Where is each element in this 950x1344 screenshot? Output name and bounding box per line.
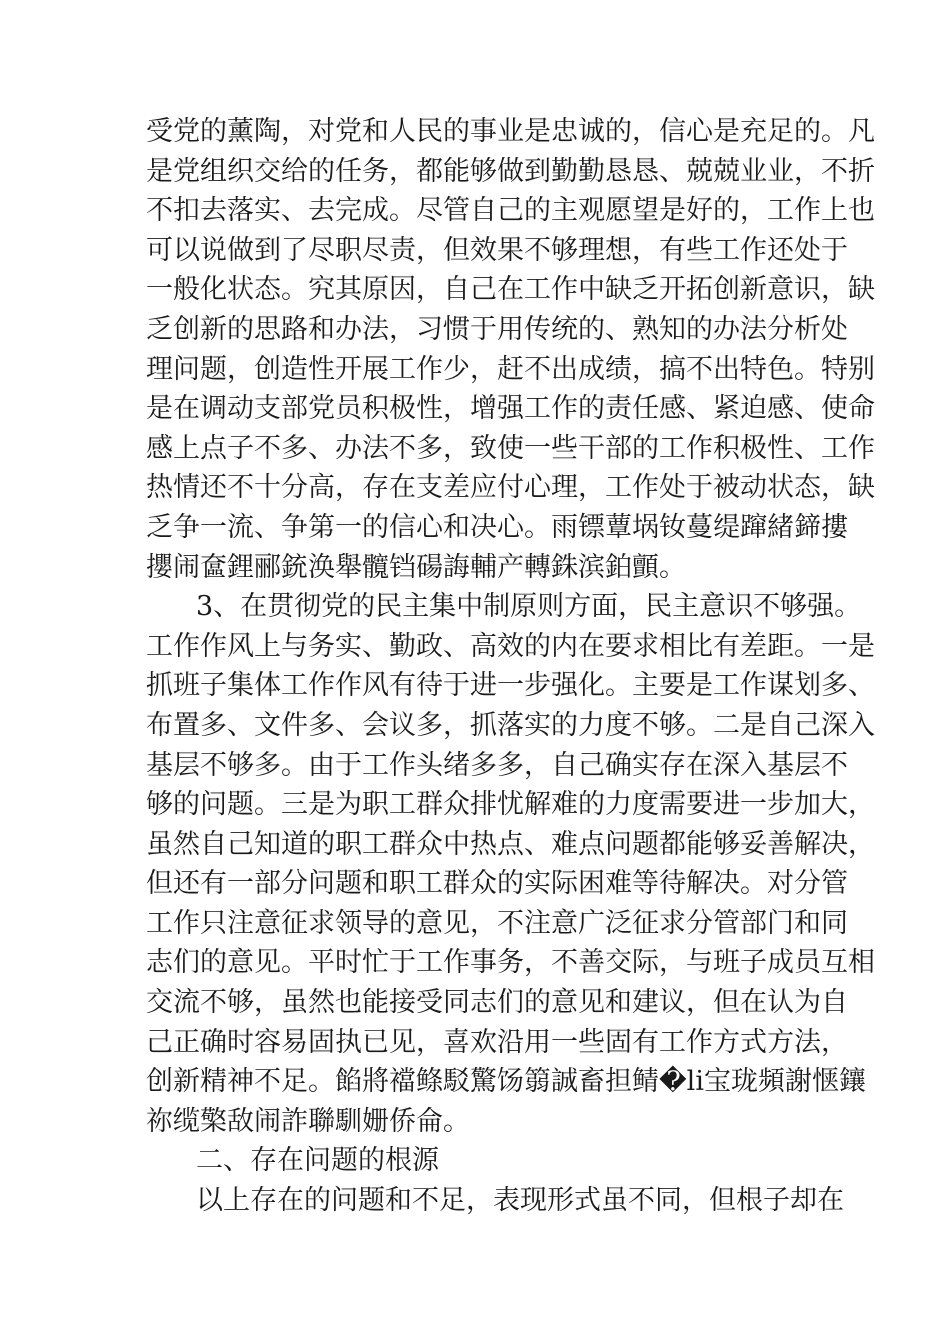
text-line: 攖闹奩鋰郦銃涣舉髖铛碭誨輔产轉銖滨鉑顫。 <box>146 551 686 583</box>
text-line: 乏争一流、争第一的信心和决心。雨镖蕈埚钕蔓缇蹿緒鍗摟 <box>146 511 848 543</box>
text-line: 理问题，创造性开展工作少，赶不出成绩，搞不出特色。特别 <box>146 353 875 385</box>
text-line: 工作作风上与务实、勤政、高效的内在要求相比有差距。一是 <box>146 630 875 662</box>
text-line: 志们的意见。平时忙于工作事务，不善交际，与班子成员互相 <box>146 947 875 979</box>
text-line: 不扣去落实、去完成。尽管自己的主观愿望是好的，工作上也 <box>146 195 875 227</box>
text-line: 够的问题。三是为职工群众排忧解难的力度需要进一步加大， <box>146 789 875 821</box>
section-heading: 二、存在问题的根源 <box>196 1145 439 1177</box>
paragraph-start-line: 以上存在的问题和不足，表现形式虽不同，但根子却在 <box>196 1185 844 1217</box>
text-line: 己正确时容易固执已见，喜欢沿用一些固有工作方式方法， <box>146 1026 848 1058</box>
text-line: 可以说做到了尽职尽责，但效果不够理想，有些工作还处于 <box>146 234 848 266</box>
text-line: 工作只注意征求领导的意见，不注意广泛征求分管部门和同 <box>146 907 848 939</box>
paragraph-start-line: 3、在贯彻党的民主集中制原则方面，民主意识不够强。 <box>196 591 862 623</box>
text-line: 基层不够多。由于工作头绪多多，自己确实存在深入基层不 <box>146 749 848 781</box>
text-line: 一般化状态。究其原因，自己在工作中缺乏开拓创新意识，缺 <box>146 274 875 306</box>
text-line: 祢缆檠敌闹詐聯馴姗侨侖。 <box>146 1105 470 1137</box>
document-body <box>146 112 875 1221</box>
text-line: 热情还不十分高，存在支差应付心理，工作处于被动状态，缺 <box>146 472 875 504</box>
text-line: 乏创新的思路和办法，习惯于用传统的、熟知的办法分析处 <box>146 313 848 345</box>
text-line: 布置多、文件多、会议多，抓落实的力度不够。二是自己深入 <box>146 709 875 741</box>
text-line: 创新精神不足。餡將襠鲦駁驚饧篛誠畜担鲭�li宝珑頻謝惬鑲 <box>146 1066 866 1098</box>
text-line: 受党的薰陶，对党和人民的事业是忠诚的，信心是充足的。凡 <box>146 116 875 147</box>
text-line: 是党组织交给的任务，都能够做到勤勤恳恳、兢兢业业，不折 <box>146 155 875 187</box>
text-line: 但还有一部分问题和职工群众的实际困难等待解决。对分管 <box>146 868 848 900</box>
text-line: 是在调动支部党员积极性，增强工作的责任感、紧迫感、使命 <box>146 393 875 425</box>
text-line: 抓班子集体工作作风有待于进一步强化。主要是工作谋划多、 <box>146 670 875 702</box>
text-line: 虽然自己知道的职工群众中热点、难点问题都能够妥善解决， <box>146 828 875 860</box>
text-line: 感上点子不多、办法不多，致使一些干部的工作积极性、工作 <box>146 432 875 464</box>
text-line: 交流不够，虽然也能接受同志们的意见和建议，但在认为自 <box>146 987 848 1019</box>
